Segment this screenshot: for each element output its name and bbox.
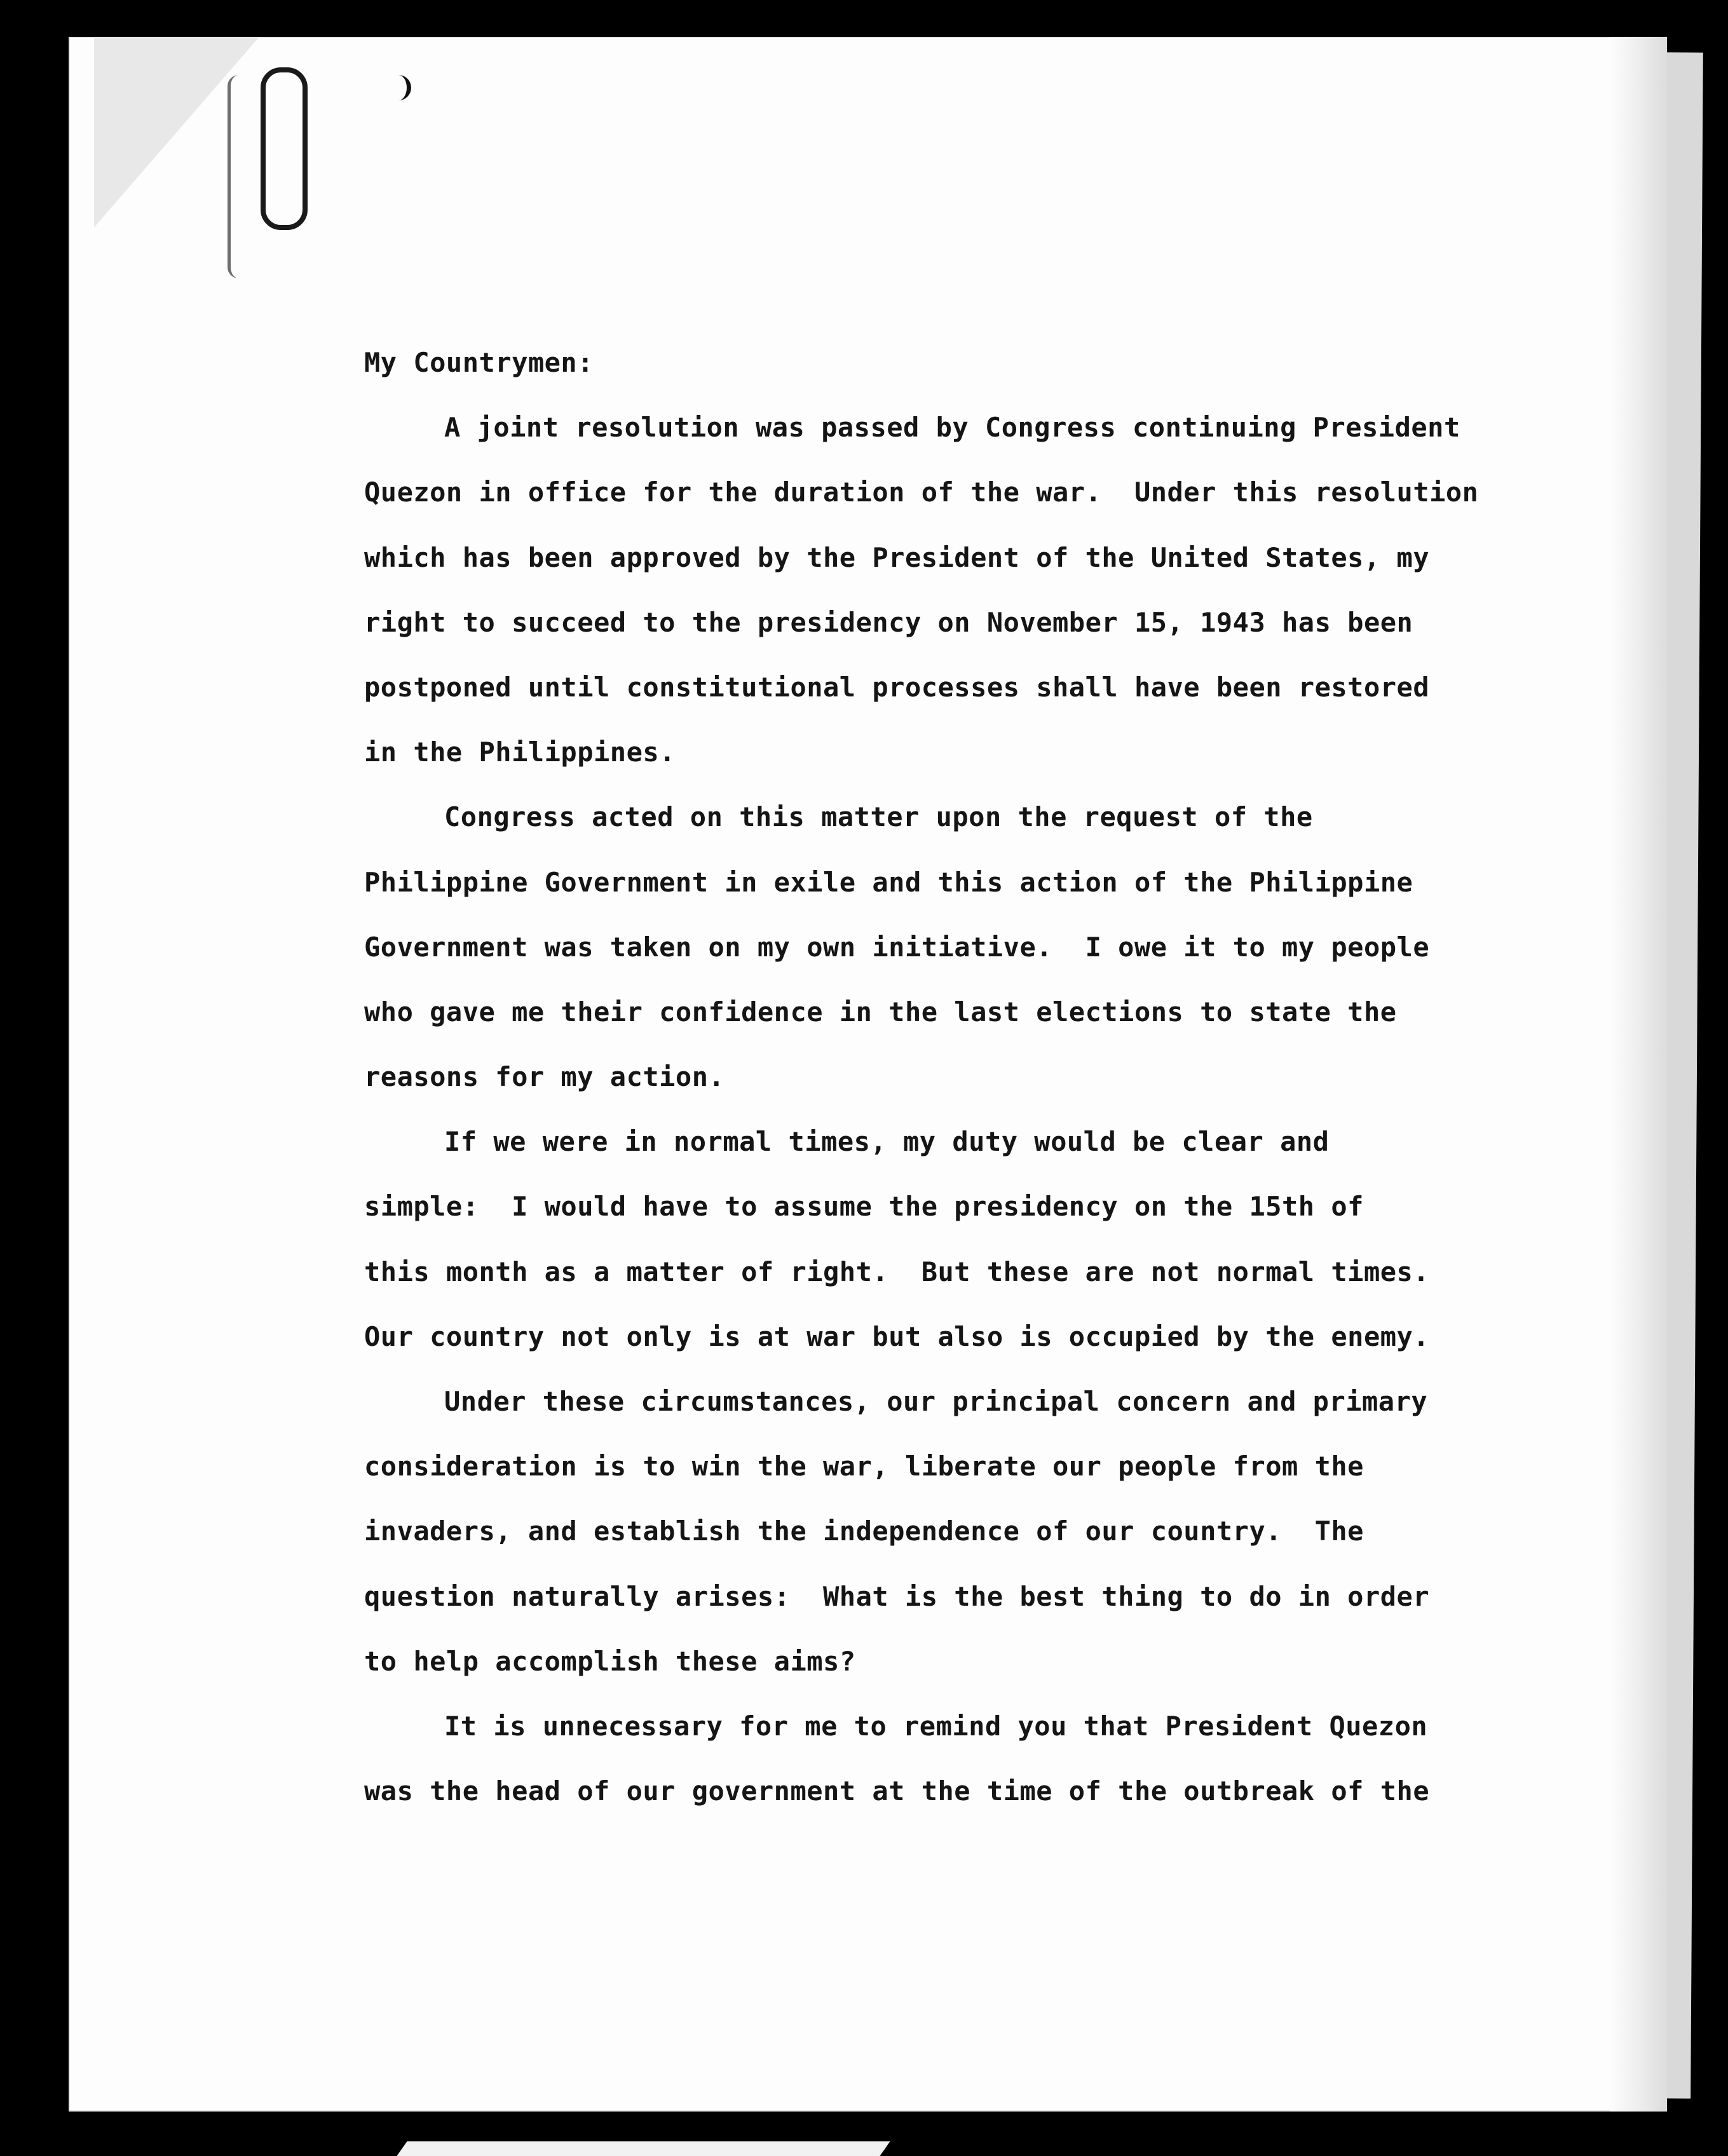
paper-clip-icon [261, 67, 308, 230]
bottom-paper-edge [393, 2141, 890, 2156]
text-line: who gave me their confidence in the last elections to state the [364, 996, 1397, 1027]
salutation: My Countrymen: [364, 347, 594, 378]
paragraphs [364, 395, 1603, 1824]
text-line: in the Philippines. [364, 736, 676, 768]
typed-page [69, 37, 1667, 2112]
text-line: It is unnecessary for me to remind you that President Quezon [444, 1710, 1428, 1742]
text-line: simple: I would have to assume the presidency on the 15th of [364, 1191, 1364, 1223]
text-line: invaders, and establish the independence of our country. The [364, 1515, 1364, 1547]
paragraph [364, 395, 1603, 785]
text-line: question naturally arises: What is the best thing to do in order [364, 1580, 1430, 1612]
text-line: Government was taken on my own initiative. I owe it to my people [364, 931, 1430, 963]
text-line: right to succeed to the presidency on November 15, 1943 has been [364, 606, 1413, 638]
text-line: Our country not only is at war but also is occupied by the enemy. [364, 1320, 1430, 1352]
text-line: A joint resolution was passed by Congress continuing President [444, 412, 1460, 444]
text-line: was the head of our government at the time of the outbreak of the [364, 1775, 1430, 1807]
text-line: postponed until constitutional processes shall have been restored [364, 671, 1430, 703]
text-line: If we were in normal times, my duty would be clear and [444, 1126, 1330, 1158]
text-line: Congress acted on this matter upon the request of the [444, 801, 1313, 833]
text-line: which has been approved by the President of the United States, my [364, 541, 1430, 573]
text-line: Philippine Government in exile and this action of the Philippine [364, 866, 1413, 898]
page-edge-shadow [1610, 37, 1667, 2112]
text-line: this month as a matter of right. But these are not normal times. [364, 1256, 1430, 1287]
text-line: Under these circumstances, our principal concern and primary [444, 1386, 1428, 1418]
paragraph [364, 1109, 1603, 1369]
letter-body [364, 330, 1603, 1824]
paragraph [364, 785, 1603, 1109]
text-line: reasons for my action. [364, 1061, 725, 1093]
text-line: to help accomplish these aims? [364, 1645, 856, 1677]
text-line: Quezon in office for the duration of the war. Under this resolution [364, 477, 1479, 508]
staple-mark [228, 75, 250, 278]
ink-mark [393, 75, 411, 100]
paragraph [364, 1694, 1603, 1824]
paragraph [364, 1369, 1603, 1694]
text-line: consideration is to win the war, liberate our people from the [364, 1451, 1364, 1482]
